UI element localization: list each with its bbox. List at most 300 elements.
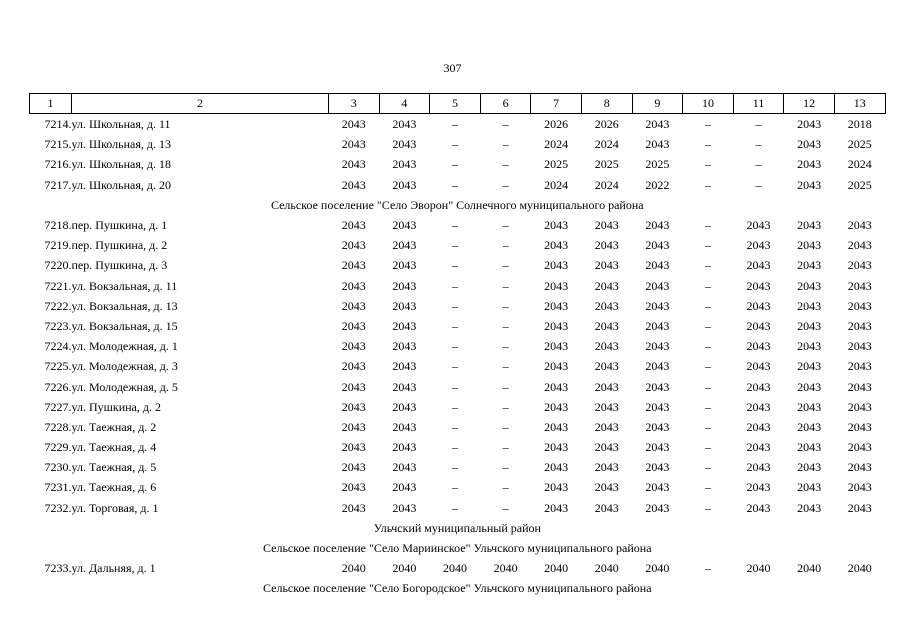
value-cell: 2043 — [392, 238, 417, 253]
value-cell: 2043 — [746, 278, 771, 293]
value-cell: 2043 — [797, 258, 822, 273]
value-cell: – — [451, 258, 458, 273]
address-cell: ул. Молодежная, д. 3 — [71, 359, 178, 374]
value-cell: – — [755, 117, 762, 132]
table-row — [30, 417, 886, 437]
value-cell: 2043 — [392, 258, 417, 273]
value-cell: – — [704, 177, 711, 192]
value-cell: 2043 — [645, 399, 670, 414]
value-cell: 2043 — [544, 460, 569, 475]
value-cell: 2043 — [746, 460, 771, 475]
row-number: 7219. — [44, 238, 72, 253]
value-cell: 2026 — [544, 117, 569, 132]
address-cell: ул. Школьная, д. 18 — [71, 157, 171, 172]
value-cell: 2043 — [797, 419, 822, 434]
value-cell: – — [704, 419, 711, 434]
value-cell: 2043 — [594, 379, 619, 394]
value-cell: 2043 — [746, 218, 771, 233]
table-row — [30, 276, 886, 296]
value-cell: 2043 — [392, 298, 417, 313]
value-cell: 2040 — [442, 561, 467, 576]
value-cell: 2043 — [392, 157, 417, 172]
value-cell: – — [451, 440, 458, 455]
column-header: 12 — [784, 94, 835, 114]
value-cell: 2043 — [341, 218, 366, 233]
column-header: 7 — [531, 94, 582, 114]
value-cell: 2043 — [544, 318, 569, 333]
value-cell: 2043 — [341, 480, 366, 495]
value-cell: – — [704, 318, 711, 333]
value-cell: – — [704, 137, 711, 152]
value-cell: 2043 — [544, 339, 569, 354]
value-cell: – — [502, 238, 509, 253]
value-cell: 2043 — [544, 298, 569, 313]
value-cell: – — [704, 117, 711, 132]
value-cell: – — [704, 278, 711, 293]
value-cell: – — [502, 177, 509, 192]
value-cell: 2043 — [847, 339, 872, 354]
value-cell: 2043 — [544, 218, 569, 233]
value-cell: 2025 — [594, 157, 619, 172]
value-cell: 2043 — [645, 440, 670, 455]
value-cell: 2043 — [746, 238, 771, 253]
address-cell: ул. Дальняя, д. 1 — [71, 561, 156, 576]
value-cell: – — [704, 339, 711, 354]
value-cell: 2043 — [392, 359, 417, 374]
value-cell: 2025 — [544, 157, 569, 172]
value-cell: 2043 — [341, 258, 366, 273]
section-heading: Сельское поселение "Село Эворон" Солнечного муниципального района — [270, 197, 644, 212]
address-cell: ул. Школьная, д. 20 — [71, 177, 171, 192]
row-number: 7220. — [44, 258, 72, 273]
value-cell: 2043 — [392, 218, 417, 233]
value-cell: 2043 — [544, 500, 569, 515]
value-cell: 2043 — [847, 318, 872, 333]
value-cell: 2022 — [645, 177, 670, 192]
value-cell: 2043 — [341, 117, 366, 132]
value-cell: 2043 — [594, 480, 619, 495]
value-cell: – — [502, 399, 509, 414]
row-number: 7218. — [44, 218, 72, 233]
value-cell: – — [451, 278, 458, 293]
value-cell: 2024 — [544, 137, 569, 152]
row-number: 7227. — [44, 399, 72, 414]
column-header: 3 — [329, 94, 380, 114]
value-cell: 2043 — [341, 379, 366, 394]
value-cell: 2043 — [847, 480, 872, 495]
row-number: 7223. — [44, 318, 72, 333]
value-cell: – — [502, 359, 509, 374]
value-cell: 2043 — [797, 460, 822, 475]
value-cell: 2043 — [392, 278, 417, 293]
value-cell: 2043 — [797, 238, 822, 253]
row-number: 7217. — [44, 177, 72, 192]
value-cell: – — [502, 278, 509, 293]
value-cell: 2043 — [847, 359, 872, 374]
value-cell: 2043 — [544, 480, 569, 495]
value-cell: 2043 — [797, 440, 822, 455]
value-cell: 2043 — [645, 137, 670, 152]
value-cell: 2043 — [594, 258, 619, 273]
row-number: 7233. — [44, 561, 72, 576]
row-number: 7215. — [44, 137, 72, 152]
value-cell: 2040 — [341, 561, 366, 576]
section-heading-row — [30, 195, 886, 215]
value-cell: – — [451, 137, 458, 152]
value-cell: 2043 — [392, 177, 417, 192]
address-cell: ул. Вокзальная, д. 15 — [71, 318, 178, 333]
value-cell: 2043 — [746, 500, 771, 515]
value-cell: 2024 — [847, 157, 872, 172]
column-header: 2 — [72, 94, 329, 114]
value-cell: 2043 — [797, 399, 822, 414]
value-cell: 2043 — [544, 278, 569, 293]
value-cell: – — [704, 157, 711, 172]
row-number: 7221. — [44, 278, 72, 293]
value-cell: – — [704, 238, 711, 253]
value-cell: – — [502, 318, 509, 333]
column-header: 9 — [632, 94, 683, 114]
value-cell: 2040 — [746, 561, 771, 576]
value-cell: 2043 — [797, 218, 822, 233]
value-cell: – — [502, 460, 509, 475]
table-body — [30, 114, 886, 599]
address-cell: ул. Вокзальная, д. 13 — [71, 298, 178, 313]
section-heading: Сельское поселение "Село Богородское" Ульчского муниципального района — [262, 581, 652, 596]
table-row — [30, 175, 886, 195]
value-cell: – — [502, 218, 509, 233]
value-cell: 2043 — [392, 339, 417, 354]
value-cell: 2043 — [746, 258, 771, 273]
section-heading-row — [30, 578, 886, 598]
value-cell: 2043 — [392, 480, 417, 495]
table-row — [30, 376, 886, 396]
value-cell: – — [451, 318, 458, 333]
value-cell: 2043 — [594, 440, 619, 455]
value-cell: 2043 — [392, 117, 417, 132]
value-cell: 2043 — [392, 137, 417, 152]
value-cell: 2043 — [341, 359, 366, 374]
value-cell: – — [451, 177, 458, 192]
value-cell: 2043 — [645, 339, 670, 354]
value-cell: 2043 — [797, 177, 822, 192]
value-cell: 2043 — [341, 238, 366, 253]
value-cell: 2043 — [594, 278, 619, 293]
value-cell: 2043 — [797, 157, 822, 172]
address-cell: пер. Пушкина, д. 3 — [71, 258, 168, 273]
value-cell: 2043 — [746, 379, 771, 394]
address-cell: ул. Школьная, д. 11 — [71, 117, 171, 132]
value-cell: – — [502, 440, 509, 455]
row-number: 7229. — [44, 440, 72, 455]
value-cell: – — [704, 561, 711, 576]
column-header: 5 — [430, 94, 481, 114]
value-cell: 2043 — [847, 379, 872, 394]
value-cell: 2043 — [544, 359, 569, 374]
value-cell: 2043 — [746, 399, 771, 414]
value-cell: 2043 — [594, 218, 619, 233]
value-cell: 2043 — [847, 298, 872, 313]
value-cell: 2025 — [847, 137, 872, 152]
address-cell: ул. Пушкина, д. 2 — [71, 399, 161, 414]
value-cell: 2043 — [645, 278, 670, 293]
value-cell: – — [502, 379, 509, 394]
value-cell: 2043 — [392, 419, 417, 434]
value-cell: – — [704, 258, 711, 273]
table-header-row — [30, 94, 886, 114]
value-cell: 2043 — [645, 298, 670, 313]
table-row — [30, 397, 886, 417]
value-cell: 2040 — [847, 561, 872, 576]
value-cell: 2043 — [341, 298, 366, 313]
value-cell: – — [502, 419, 509, 434]
value-cell: 2043 — [645, 480, 670, 495]
value-cell: 2026 — [594, 117, 619, 132]
address-cell: ул. Вокзальная, д. 11 — [71, 278, 178, 293]
address-cell: ул. Молодежная, д. 1 — [71, 339, 178, 354]
value-cell: 2043 — [341, 500, 366, 515]
value-cell: 2043 — [594, 460, 619, 475]
table-row — [30, 255, 886, 275]
value-cell: 2043 — [594, 399, 619, 414]
value-cell: 2043 — [392, 379, 417, 394]
table-row — [30, 356, 886, 376]
address-cell: ул. Школьная, д. 13 — [71, 137, 171, 152]
value-cell: 2043 — [341, 157, 366, 172]
value-cell: – — [451, 298, 458, 313]
value-cell: 2040 — [645, 561, 670, 576]
value-cell: 2043 — [746, 298, 771, 313]
table-row — [30, 498, 886, 518]
value-cell: 2043 — [341, 177, 366, 192]
value-cell: – — [704, 460, 711, 475]
row-number: 7214. — [44, 117, 72, 132]
value-cell: 2043 — [341, 278, 366, 293]
table-row — [30, 316, 886, 336]
value-cell: – — [451, 359, 458, 374]
value-cell: 2043 — [847, 258, 872, 273]
table-row — [30, 558, 886, 578]
value-cell: 2043 — [847, 419, 872, 434]
row-number: 7232. — [44, 500, 72, 515]
value-cell: – — [755, 157, 762, 172]
column-header: 1 — [30, 94, 72, 114]
value-cell: 2024 — [544, 177, 569, 192]
value-cell: – — [502, 117, 509, 132]
value-cell: 2040 — [493, 561, 518, 576]
value-cell: 2043 — [797, 500, 822, 515]
value-cell: – — [502, 157, 509, 172]
value-cell: 2043 — [797, 137, 822, 152]
value-cell: – — [704, 500, 711, 515]
value-cell: 2043 — [341, 399, 366, 414]
value-cell: – — [502, 480, 509, 495]
value-cell: – — [502, 339, 509, 354]
section-heading-row — [30, 538, 886, 558]
value-cell: – — [704, 399, 711, 414]
section-heading-row — [30, 518, 886, 538]
row-number: 7222. — [44, 298, 72, 313]
value-cell: 2043 — [645, 258, 670, 273]
value-cell: 2043 — [746, 419, 771, 434]
value-cell: – — [451, 238, 458, 253]
value-cell: 2043 — [544, 399, 569, 414]
table-row — [30, 336, 886, 356]
value-cell: 2043 — [797, 298, 822, 313]
value-cell: – — [451, 117, 458, 132]
value-cell: – — [755, 137, 762, 152]
value-cell: – — [704, 359, 711, 374]
value-cell: 2043 — [341, 419, 366, 434]
value-cell: 2043 — [645, 500, 670, 515]
value-cell: – — [451, 399, 458, 414]
value-cell: 2043 — [594, 419, 619, 434]
value-cell: 2043 — [544, 258, 569, 273]
value-cell: 2043 — [341, 137, 366, 152]
value-cell: 2024 — [594, 137, 619, 152]
value-cell: 2043 — [746, 440, 771, 455]
table-row — [30, 114, 886, 135]
value-cell: 2043 — [544, 238, 569, 253]
value-cell: – — [451, 157, 458, 172]
value-cell: 2043 — [797, 480, 822, 495]
value-cell: 2043 — [594, 339, 619, 354]
value-cell: 2043 — [746, 318, 771, 333]
value-cell: 2043 — [594, 238, 619, 253]
row-number: 7225. — [44, 359, 72, 374]
address-cell: ул. Таежная, д. 5 — [71, 460, 157, 475]
table-row — [30, 134, 886, 154]
address-cell: ул. Таежная, д. 4 — [71, 440, 157, 455]
value-cell: 2043 — [544, 440, 569, 455]
column-header: 6 — [480, 94, 531, 114]
value-cell: 2018 — [847, 117, 872, 132]
table-row — [30, 296, 886, 316]
value-cell: 2043 — [847, 278, 872, 293]
value-cell: 2043 — [341, 460, 366, 475]
value-cell: 2043 — [847, 460, 872, 475]
value-cell: 2043 — [341, 339, 366, 354]
value-cell: – — [451, 339, 458, 354]
value-cell: 2043 — [797, 117, 822, 132]
value-cell: 2040 — [544, 561, 569, 576]
value-cell: 2043 — [645, 238, 670, 253]
table-row — [30, 477, 886, 497]
value-cell: 2043 — [392, 399, 417, 414]
column-header: 8 — [581, 94, 632, 114]
address-cell: ул. Таежная, д. 2 — [71, 419, 157, 434]
value-cell: – — [704, 298, 711, 313]
table-row — [30, 154, 886, 174]
value-cell: 2043 — [847, 500, 872, 515]
value-cell: 2025 — [645, 157, 670, 172]
registry-table — [29, 93, 886, 599]
value-cell: 2043 — [645, 117, 670, 132]
row-number: 7230. — [44, 460, 72, 475]
value-cell: – — [451, 480, 458, 495]
address-cell: ул. Молодежная, д. 5 — [71, 379, 178, 394]
value-cell: 2043 — [746, 480, 771, 495]
value-cell: 2043 — [847, 218, 872, 233]
table-row — [30, 235, 886, 255]
value-cell: 2043 — [797, 359, 822, 374]
value-cell: 2043 — [746, 339, 771, 354]
row-number: 7226. — [44, 379, 72, 394]
value-cell: 2043 — [594, 318, 619, 333]
value-cell: 2043 — [544, 379, 569, 394]
value-cell: 2043 — [645, 318, 670, 333]
value-cell: 2024 — [594, 177, 619, 192]
value-cell: – — [502, 298, 509, 313]
value-cell: 2043 — [544, 419, 569, 434]
column-header: 10 — [683, 94, 734, 114]
value-cell: 2043 — [797, 278, 822, 293]
value-cell: – — [704, 379, 711, 394]
value-cell: 2043 — [392, 440, 417, 455]
value-cell: 2025 — [847, 177, 872, 192]
row-number: 7231. — [44, 480, 72, 495]
value-cell: 2043 — [341, 318, 366, 333]
value-cell: – — [704, 480, 711, 495]
value-cell: – — [451, 379, 458, 394]
value-cell: 2043 — [797, 318, 822, 333]
value-cell: 2040 — [594, 561, 619, 576]
value-cell: 2043 — [594, 359, 619, 374]
value-cell: 2043 — [341, 440, 366, 455]
value-cell: – — [704, 440, 711, 455]
row-number: 7216. — [44, 157, 72, 172]
value-cell: – — [704, 218, 711, 233]
value-cell: – — [502, 137, 509, 152]
value-cell: 2043 — [645, 359, 670, 374]
value-cell: – — [451, 500, 458, 515]
value-cell: 2043 — [847, 440, 872, 455]
section-heading: Сельское поселение "Село Мариинское" Ульчского муниципального района — [262, 541, 652, 556]
address-cell: ул. Таежная, д. 6 — [71, 480, 157, 495]
value-cell: – — [502, 258, 509, 273]
value-cell: 2043 — [797, 379, 822, 394]
value-cell: – — [451, 460, 458, 475]
row-number: 7224. — [44, 339, 72, 354]
value-cell: 2043 — [847, 399, 872, 414]
value-cell: 2043 — [392, 460, 417, 475]
table-row — [30, 457, 886, 477]
value-cell: – — [451, 218, 458, 233]
value-cell: 2043 — [847, 238, 872, 253]
value-cell: – — [451, 419, 458, 434]
value-cell: 2043 — [797, 339, 822, 354]
value-cell: 2043 — [746, 359, 771, 374]
value-cell: 2043 — [645, 460, 670, 475]
value-cell: – — [502, 500, 509, 515]
address-cell: ул. Торговая, д. 1 — [71, 500, 159, 515]
value-cell: 2043 — [645, 419, 670, 434]
address-cell: пер. Пушкина, д. 1 — [71, 218, 168, 233]
value-cell: 2040 — [797, 561, 822, 576]
value-cell: 2043 — [392, 500, 417, 515]
page-number: 307 — [443, 61, 462, 75]
row-number: 7228. — [44, 419, 72, 434]
value-cell: – — [755, 177, 762, 192]
section-heading: Ульчский муниципальный район — [373, 520, 541, 535]
column-header: 13 — [834, 94, 885, 114]
value-cell: 2043 — [594, 500, 619, 515]
value-cell: 2043 — [645, 218, 670, 233]
table-row — [30, 437, 886, 457]
column-header: 11 — [733, 94, 784, 114]
table-row — [30, 215, 886, 235]
address-cell: пер. Пушкина, д. 2 — [71, 238, 168, 253]
